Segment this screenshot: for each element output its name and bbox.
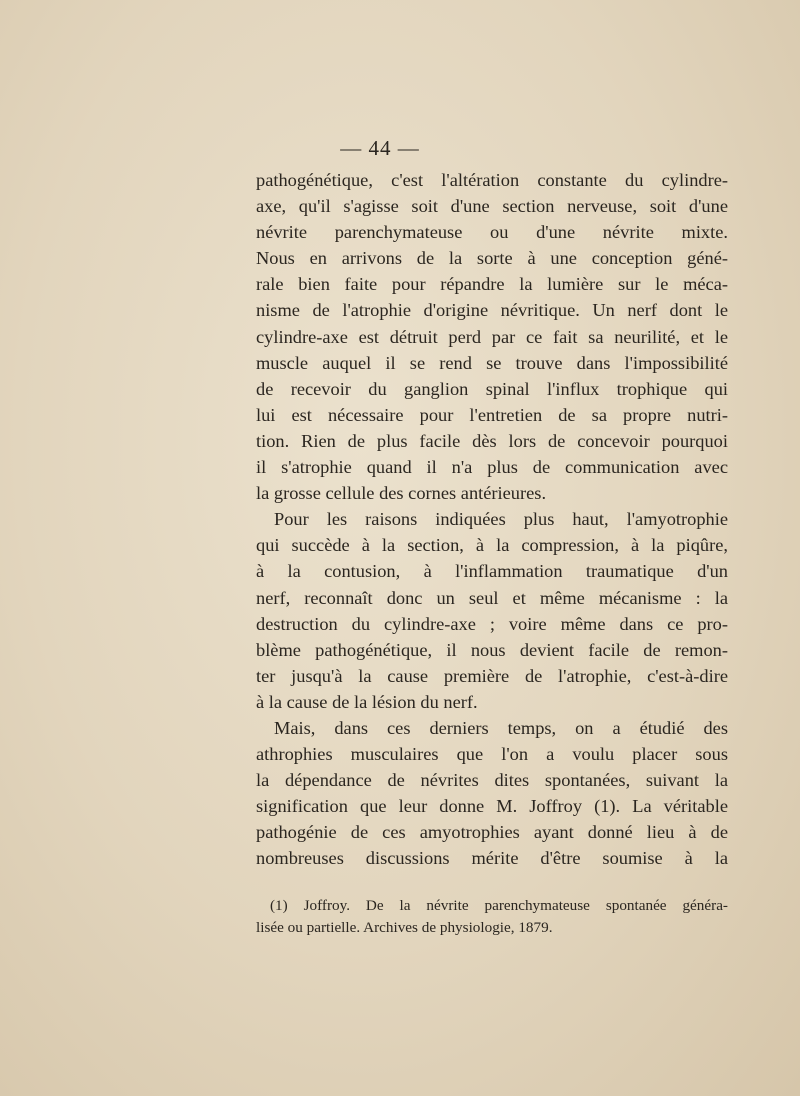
text-line: rale bien faite pour répandre la lumière sur le méca- (256, 274, 728, 295)
text-line: nisme de l'atrophie d'origine névritique. Un nerf dont le (256, 300, 728, 321)
paragraph-3 (256, 715, 728, 872)
text-line: Pour les raisons indiquées plus haut, l'amyotrophie (274, 509, 728, 530)
page-number: — 44 — (340, 136, 420, 160)
text-line: Mais, dans ces derniers temps, on a étudié des (274, 717, 728, 738)
paragraph-2 (256, 506, 728, 715)
text-line: lui est nécessaire pour l'entretien de sa propre nutri- (256, 404, 728, 425)
footnote (256, 895, 728, 939)
text-line: la dépendance de névrites dites spontanées, suivant la (256, 770, 728, 791)
text-line: cylindre-axe est détruit perd par ce fait sa neurilité, et le (256, 326, 728, 347)
text-line: à la contusion, à l'inflammation traumatique d'un (256, 561, 728, 582)
text-line: il s'atrophie quand il n'a plus de communication avec (256, 457, 728, 478)
text-line: nerf, reconnaît donc un seul et même mécanisme : la (256, 587, 728, 608)
paragraph-1 (256, 167, 728, 506)
text-line: destruction du cylindre-axe ; voire même dans ce pro- (256, 613, 728, 634)
text-line: athrophies musculaires que l'on a voulu placer sous (256, 744, 728, 765)
text-line: Nous en arrivons de la sorte à une conception géné- (256, 248, 728, 269)
text-line: blème pathogénétique, il nous devient facile de remon- (256, 639, 728, 660)
text-line: de recevoir du ganglion spinal l'influx trophique qui (256, 378, 728, 399)
text-line: pathogénie de ces amyotrophies ayant donné lieu à de (256, 822, 728, 843)
footnote-line: (1) Joffroy. De la névrite parenchymateuse spontanée généra- (270, 897, 728, 914)
text-line: axe, qu'il s'agisse soit d'une section nerveuse, soit d'une (256, 196, 728, 217)
text-line: ter jusqu'à la cause première de l'atrophie, c'est-à-dire (256, 665, 728, 686)
text-line: muscle auquel il se rend se trouve dans l'impossibilité (256, 352, 728, 373)
text-line: névrite parenchymateuse ou d'une névrite mixte. (256, 222, 728, 243)
body-text (256, 167, 728, 872)
text-line: à la cause de la lésion du nerf. (256, 691, 478, 712)
text-line: pathogénétique, c'est l'altération constante du cylindre- (256, 170, 728, 190)
text-line: qui succède à la section, à la compression, à la piqûre, (256, 535, 728, 556)
text-line: tion. Rien de plus facile dès lors de concevoir pourquoi (256, 430, 728, 451)
footnote-line: lisée ou partielle. Archives de physiologie, 1879. (256, 919, 553, 936)
text-line: signification que leur donne M. Joffroy (1). La véritable (256, 796, 728, 817)
text-line: nombreuses discussions mérite d'être soumise à la (256, 848, 728, 869)
text-line: la grosse cellule des cornes antérieures. (256, 483, 547, 504)
